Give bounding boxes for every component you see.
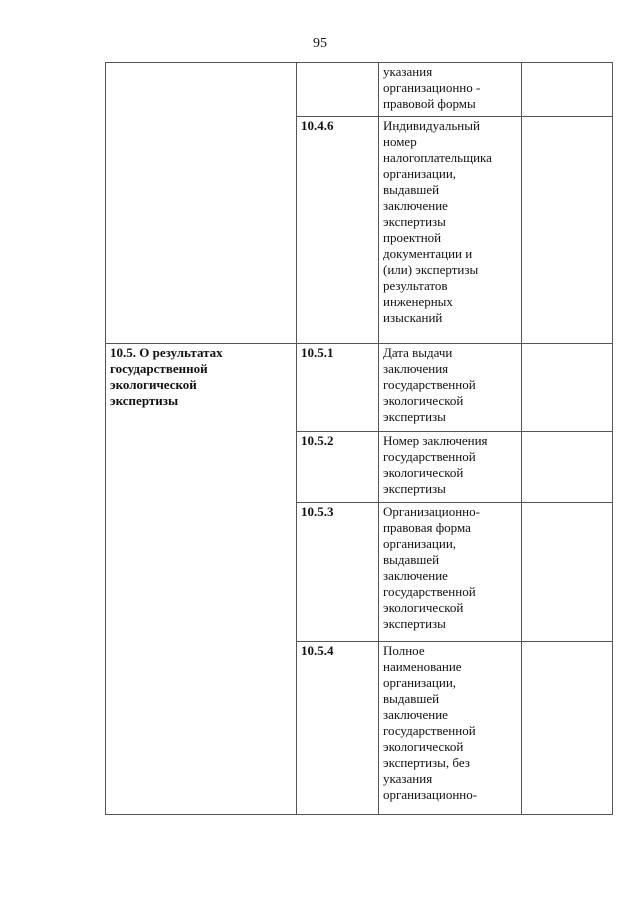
description-line: Индивидуальный <box>383 118 480 133</box>
item-description-cell <box>379 63 522 117</box>
item-number-cell: 10.5.4 <box>297 642 379 815</box>
section-title-line: экологической <box>110 377 197 392</box>
description-line: документации и <box>383 246 473 261</box>
value-cell <box>522 642 613 815</box>
table-row <box>106 344 613 432</box>
value-cell <box>522 432 613 503</box>
description-line: наименование <box>383 659 462 674</box>
description-line: государственной <box>383 584 476 599</box>
description-line: экспертизы <box>383 616 446 631</box>
description-line: экологической <box>383 739 464 754</box>
description-line: государственной <box>383 449 476 464</box>
description-line: заключение <box>383 707 448 722</box>
value-cell <box>522 117 613 344</box>
item-description-cell <box>379 432 522 503</box>
item-number-cell: 10.4.6 <box>297 117 379 344</box>
description-line: изысканий <box>383 310 443 325</box>
description-line: Организационно- <box>383 504 480 519</box>
page-number: 95 <box>313 36 327 51</box>
description-line: государственной <box>383 377 476 392</box>
description-line: результатов <box>383 278 448 293</box>
section-title-line: государственной <box>110 361 208 376</box>
description-line: заключение <box>383 568 448 583</box>
table-row <box>106 63 613 117</box>
description-line: экспертизы <box>383 481 446 496</box>
value-cell <box>522 503 613 642</box>
description-line: заключения <box>383 361 449 376</box>
document-table <box>105 62 613 815</box>
description-line: проектной <box>383 230 442 245</box>
item-description-cell <box>379 344 522 432</box>
description-line: экспертизы <box>383 214 446 229</box>
description-line: организационно - <box>383 80 481 95</box>
description-line: инженерных <box>383 294 453 309</box>
description-line: указания <box>383 771 433 786</box>
section-cell-empty <box>106 63 297 344</box>
item-description-cell <box>379 503 522 642</box>
item-number-cell: 10.5.2 <box>297 432 379 503</box>
description-line: экологической <box>383 600 464 615</box>
description-line: заключение <box>383 198 448 213</box>
description-line: организационно- <box>383 787 478 802</box>
description-line: организации, <box>383 675 457 690</box>
section-title-line: экспертизы <box>110 393 179 408</box>
description-line: Дата выдачи <box>383 345 453 360</box>
description-line: указания <box>383 64 433 79</box>
description-line: номер <box>383 134 417 149</box>
description-line: организации, <box>383 536 457 551</box>
item-description-cell <box>379 642 522 815</box>
item-number-cell: 10.5.3 <box>297 503 379 642</box>
description-line: организации, <box>383 166 457 181</box>
item-number-cell <box>297 63 379 117</box>
description-line: экологической <box>383 393 464 408</box>
description-line: выдавшей <box>383 552 440 567</box>
section-cell <box>106 344 297 815</box>
description-line: экологической <box>383 465 464 480</box>
section-title-line: 10.5. О результатах <box>110 345 223 360</box>
value-cell <box>522 63 613 117</box>
description-line: выдавшей <box>383 182 440 197</box>
item-description-cell <box>379 117 522 344</box>
description-line: экспертизы <box>383 409 446 424</box>
description-line: государственной <box>383 723 476 738</box>
description-line: Номер заключения <box>383 433 488 448</box>
description-line: (или) экспертизы <box>383 262 479 277</box>
description-line: Полное <box>383 643 425 658</box>
description-line: экспертизы, без <box>383 755 470 770</box>
value-cell <box>522 344 613 432</box>
item-number-cell: 10.5.1 <box>297 344 379 432</box>
description-line: правовой формы <box>383 96 476 111</box>
description-line: выдавшей <box>383 691 440 706</box>
description-line: налогоплательщика <box>383 150 492 165</box>
description-line: правовая форма <box>383 520 471 535</box>
